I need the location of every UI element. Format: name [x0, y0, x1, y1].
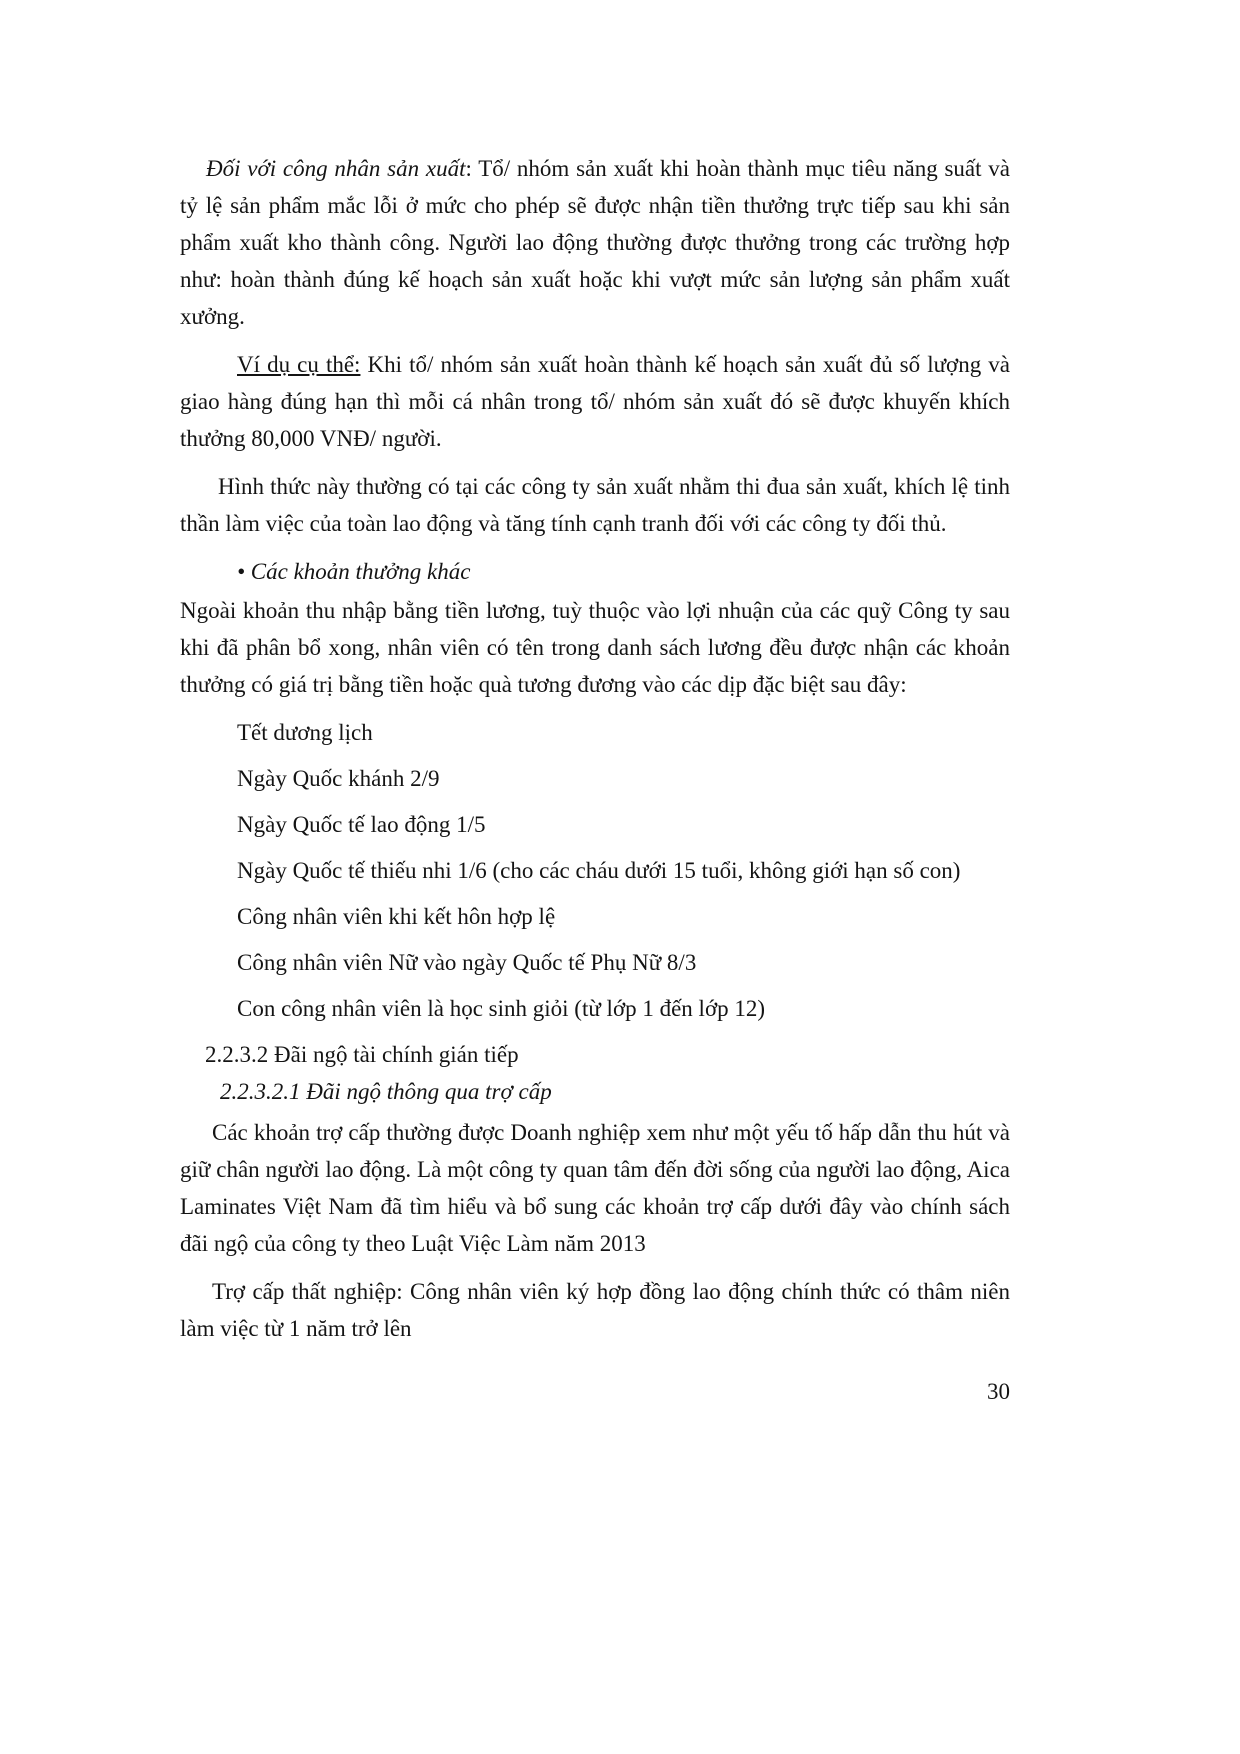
list-item: Ngày Quốc tế thiếu nhi 1/6 (cho các cháu dưới 15 tuổi, không giới hạn số con) — [237, 858, 961, 883]
list-item: Con công nhân viên là học sinh giỏi (từ lớp 1 đến lớp 12) — [237, 996, 766, 1021]
occasions-list — [180, 714, 1010, 1027]
list-item: Công nhân viên khi kết hôn hợp lệ — [237, 904, 556, 929]
page-number: 30 — [987, 1379, 1010, 1404]
paragraph-body: : Tổ/ nhóm sản xuất khi hoàn thành mục tiêu năng suất và tỷ lệ sản phẩm mắc lỗi ở mức cho phép sẽ được nhận tiền thưởng trực tiếp sau khi sản phẩm xuất kho thành công. Người lao động thường được thưởng trong các trường hợp như: hoàn thành đúng kế hoạch sản xuất hoặc khi vượt mức sản lượng sản phẩm xuất xưởng. — [180, 156, 1010, 329]
section-subheading-2-2-3-2-1: 2.2.3.2.1 Đãi ngộ thông qua trợ cấp — [220, 1079, 552, 1104]
paragraph-lead-italic: Đối với công nhân sản xuất — [206, 156, 466, 181]
list-item: Ngày Quốc tế lao động 1/5 — [237, 812, 486, 837]
section-heading-2-2-3-2: 2.2.3.2 Đãi ngộ tài chính gián tiếp — [205, 1042, 519, 1067]
paragraph-form: Hình thức này thường có tại các công ty sản xuất nhằm thi đua sản xuất, khích lệ tinh thần làm việc của toàn lao động và tăng tính cạnh tranh đối với các công ty đối thủ. — [180, 474, 1010, 536]
paragraph-subsidies: Các khoản trợ cấp thường được Doanh nghiệp xem như một yếu tố hấp dẫn thu hút và giữ chân người lao động. Là một công ty quan tâm đến đời sống của người lao động, Aica Laminates Việt Nam đã tìm hiểu và bổ sung các khoản trợ cấp dưới đây vào chính sách đãi ngộ của công ty theo Luật Việc Làm năm 2013 — [180, 1120, 1010, 1256]
list-item: Ngày Quốc khánh 2/9 — [237, 766, 440, 791]
list-item: Tết dương lịch — [237, 720, 373, 745]
list-item: Công nhân viên Nữ vào ngày Quốc tế Phụ Nữ 8/3 — [237, 950, 697, 975]
bullet-heading-other-bonuses: • Các khoản thưởng khác — [237, 559, 471, 584]
paragraph-unemployment: Trợ cấp thất nghiệp: Công nhân viên ký hợp đồng lao động chính thức có thâm niên làm việc từ 1 năm trở lên — [180, 1279, 1010, 1341]
paragraph-other-bonuses: Ngoài khoản thu nhập bằng tiền lương, tuỳ thuộc vào lợi nhuận của các quỹ Công ty sau khi đã phân bổ xong, nhân viên có tên trong danh sách lương đều được nhận các khoản thưởng có giá trị bằng tiền hoặc quà tương đương vào các dịp đặc biệt sau đây: — [180, 598, 1010, 697]
paragraph-production-workers — [180, 150, 1010, 335]
paragraph-lead-underlined: Ví dụ cụ thể: — [237, 352, 361, 377]
paragraph-body: Khi tổ/ nhóm sản xuất hoàn thành kế hoạch sản xuất đủ số lượng và giao hàng đúng hạn thì mỗi cá nhân trong tổ/ nhóm sản xuất đó sẽ được khuyến khích thưởng 80,000 VNĐ/ người. — [180, 352, 1010, 451]
paragraph-example — [180, 346, 1010, 457]
